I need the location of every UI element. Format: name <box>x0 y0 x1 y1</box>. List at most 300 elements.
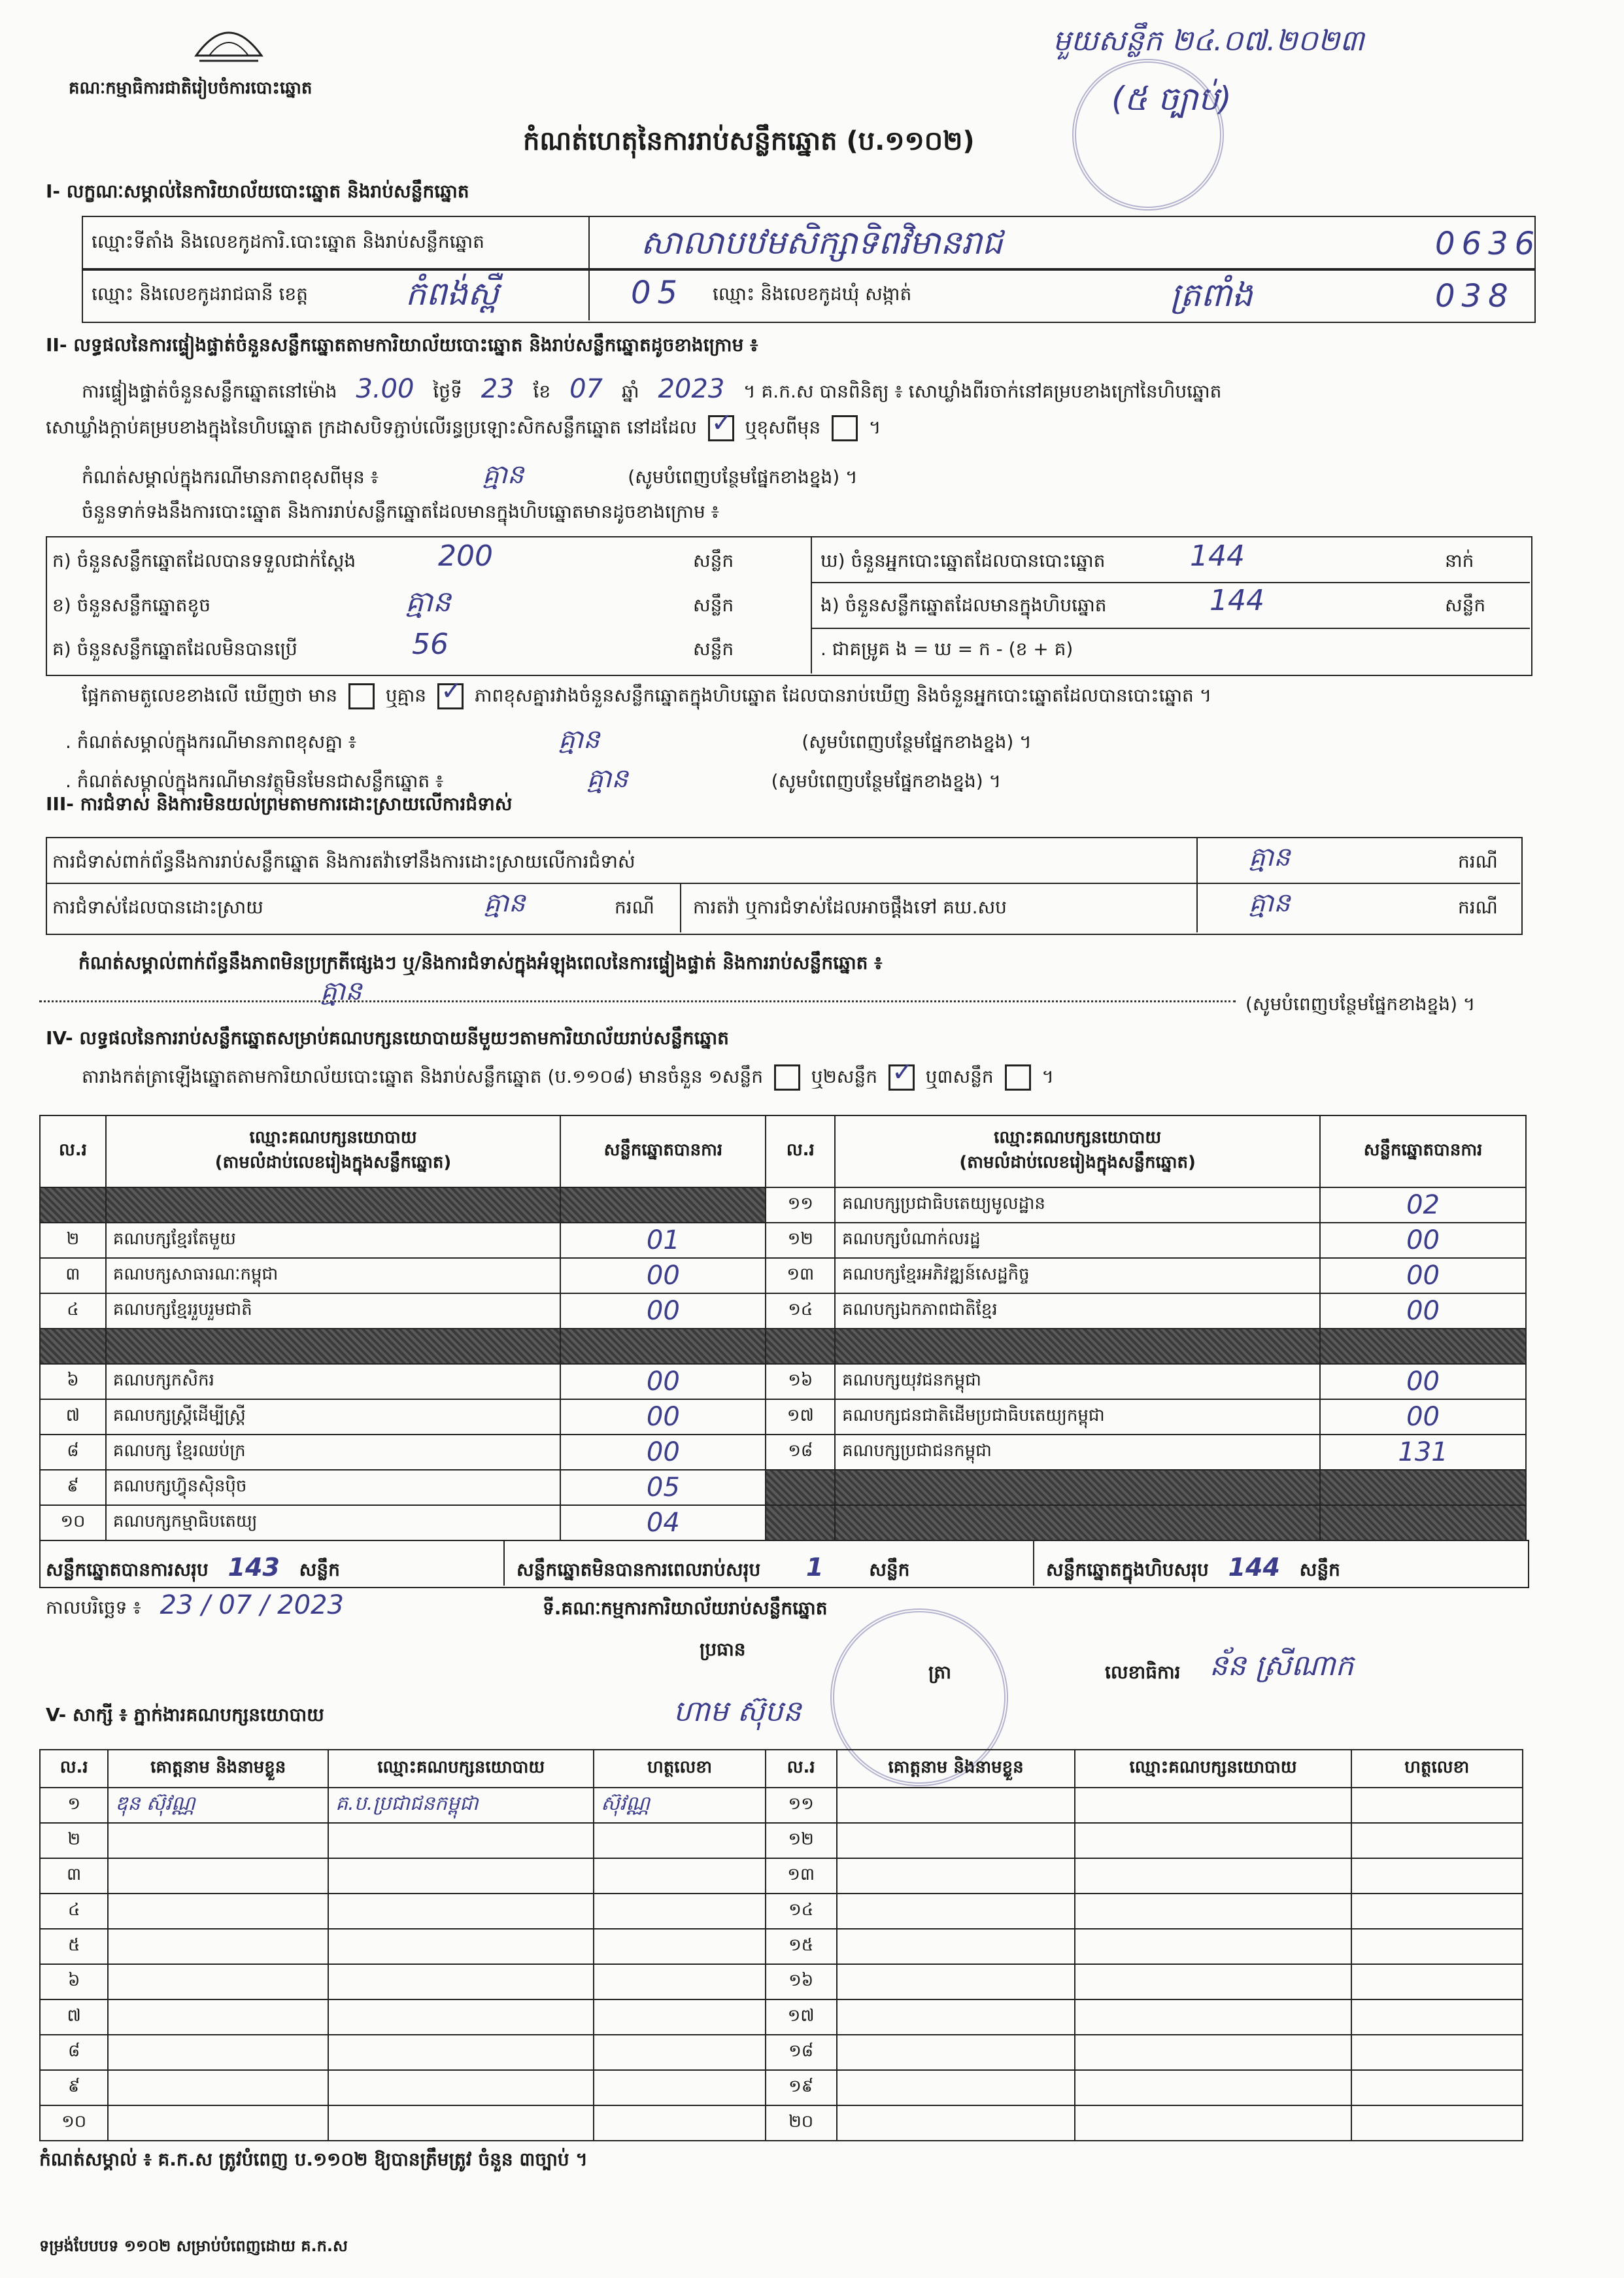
party-results-table <box>39 1115 1527 1541</box>
witness-col-name-left: គោត្តនាម និងនាមខ្លួន <box>108 1750 328 1788</box>
witness-signature <box>1351 1964 1523 1999</box>
unused-ballots-label: គ) ចំនួនសន្លឹកឆ្នោតដែលមិនបានប្រើ <box>52 638 297 660</box>
witness-row <box>40 1858 1523 1894</box>
total-in-box-unit: សន្លឹក <box>1299 1559 1340 1580</box>
section5-heading: V- សាក្សី ៖ ភ្នាក់ងារគណបក្សនយោបាយ <box>46 1704 324 1726</box>
party-name: គណបក្សខ្មែររួបរួមជាតិ <box>106 1293 560 1329</box>
party-votes <box>560 1329 766 1364</box>
section1-row2-code: 05 <box>631 275 685 311</box>
party-votes: 00 <box>560 1364 766 1399</box>
changed-label: ឬខុសពីមុន <box>745 416 821 438</box>
handwritten-copy-count: (៥ ច្បាប់) <box>1111 80 1232 118</box>
committee-name: គណៈកម្មាធិការជាតិរៀបចំការបោះឆ្នោត <box>69 78 313 98</box>
witness-row <box>40 1823 1523 1858</box>
section2-line3 <box>82 458 858 496</box>
party-votes <box>1320 1505 1526 1540</box>
party-name: គណបក្ស ខ្មែរឈប់ក្រ <box>106 1435 560 1470</box>
party-votes: 00 <box>1320 1364 1526 1399</box>
party-no <box>766 1470 835 1505</box>
tally-3-sheets-label: ឬ៣សន្លឹក <box>925 1066 994 1087</box>
totals-vline-2 <box>1033 1540 1034 1586</box>
party-no <box>40 1329 106 1364</box>
witness-party <box>328 1929 594 1964</box>
party-votes: 00 <box>1320 1258 1526 1293</box>
witness-row <box>40 1894 1523 1929</box>
witness-no: ២ <box>40 1823 108 1858</box>
witness-signature <box>1351 1788 1523 1823</box>
objection-appeal-unit: ករណី <box>1458 896 1498 918</box>
witness-signature <box>594 1858 765 1894</box>
total-invalid <box>516 1553 909 1585</box>
party-name <box>835 1505 1320 1540</box>
verify-lock-text: ។ គ.ក.ស បានពិនិត្យ ៖ សោឃ្លាំងពីរចាក់នៅគម្របខាងក្រៅនៃហិបឆ្នោត <box>743 381 1222 402</box>
section2-line2: សោឃ្លាំងក្ដាប់គម្របខាងក្នុងនៃហិបឆ្នោត ក្រដាសបិទភ្ជាប់លើរន្ធប្រឡោះសិកសន្លឹកឆ្នោត នៅដដែល ✓ ឬខុសពីមុន ។ <box>46 415 881 443</box>
witness-party <box>328 2105 594 2141</box>
verify-year-label: ឆ្នាំ <box>621 381 639 402</box>
party-row <box>40 1187 1526 1223</box>
witness-signature <box>594 2070 765 2105</box>
party-votes: 00 <box>1320 1293 1526 1329</box>
verify-time-label: ការផ្ទៀងផ្ទាត់ចំនួនសន្លឹកឆ្នោតនៅម៉ោង <box>82 381 337 402</box>
witness-name <box>837 1999 1075 2035</box>
witness-name <box>837 1823 1075 1858</box>
witness-col-party-right: ឈ្មោះគណបក្សនយោបាយ <box>1075 1750 1351 1788</box>
witness-signature <box>1351 2070 1523 2105</box>
party-name: គណបក្សកម្មាធិបតេយ្យ <box>106 1505 560 1540</box>
party-row <box>40 1293 1526 1329</box>
witness-name <box>837 1788 1075 1823</box>
total-valid <box>46 1553 340 1585</box>
total-valid-unit: សន្លឹក <box>299 1559 340 1580</box>
witness-party <box>328 1823 594 1858</box>
party-no: ៣ <box>40 1258 106 1293</box>
party-no <box>40 1187 106 1223</box>
witness-name <box>108 1858 328 1894</box>
counting-committee-label: ទី.គណៈកម្មការការិយាល័យរាប់សន្លឹកឆ្នោត <box>543 1597 828 1619</box>
col-party-right <box>835 1115 1320 1187</box>
tally-sheet-line: តារាងកត់ត្រាឡើងឆ្នោតតាមការិយាល័យបោះឆ្នោត និងរាប់សន្លឹកឆ្នោត (ប.១១០៨) មានចំនួន ១សន្លឹក ឬ២សន្លឹក ✓ ឬ៣សន្លឹក ។ <box>82 1064 1054 1092</box>
witness-col-no-left: ល.រ <box>40 1750 108 1788</box>
discrepancy-note-line <box>65 722 1032 761</box>
witness-party <box>1075 2105 1351 2141</box>
party-no: ៧ <box>40 1399 106 1435</box>
witness-no: ៧ <box>40 1999 108 2035</box>
spoiled-ballots-unit: សន្លឹក <box>693 594 734 616</box>
witness-party <box>328 1964 594 1999</box>
party-no: ១៤ <box>766 1293 835 1329</box>
party-no <box>766 1505 835 1540</box>
witness-signature <box>1351 2105 1523 2141</box>
party-no: ១២ <box>766 1223 835 1258</box>
objection-related-value: គ្មាន <box>1249 842 1291 872</box>
party-no: ២ <box>40 1223 106 1258</box>
tally-sheet-label: តារាងកត់ត្រាឡើងឆ្នោតតាមការិយាល័យបោះឆ្នោត និងរាប់សន្លឹកឆ្នោត (ប.១១០៨) មានចំនួន ១សន្លឹក <box>82 1066 763 1087</box>
party-name <box>835 1470 1320 1505</box>
col-votes-left: សន្លឹកឆ្នោតបានការ <box>560 1115 766 1187</box>
party-name: គណបក្សបំណាក់លរដ្ឋ <box>835 1223 1320 1258</box>
emblem-logo <box>190 16 268 65</box>
total-in-box <box>1046 1553 1340 1585</box>
witness-body <box>40 1788 1523 2141</box>
party-row <box>40 1505 1526 1540</box>
witness-signature <box>594 1964 765 1999</box>
seal-intact-text: សោឃ្លាំងក្ដាប់គម្របខាងក្នុងនៃហិបឆ្នោត ក្រដាសបិទភ្ជាប់លើរន្ធប្រឡោះសិកសន្លឹកឆ្នោត នៅដដែល <box>46 416 697 438</box>
witness-party <box>1075 1823 1351 1858</box>
witness-signature <box>1351 1823 1523 1858</box>
witness-name <box>837 2070 1075 2105</box>
witness-name <box>837 1858 1075 1894</box>
total-in-box-value: 144 <box>1228 1553 1280 1582</box>
witness-col-sign-right: ហត្ថលេខា <box>1351 1750 1523 1788</box>
changed-checkbox[interactable] <box>832 415 858 441</box>
objection-resolved-unit: ករណី <box>615 896 654 918</box>
verify-day-value: 23 <box>481 374 515 404</box>
party-votes: 00 <box>1320 1399 1526 1435</box>
witness-party <box>1075 1858 1351 1894</box>
section4-heading: IV- លទ្ធផលនៃការរាប់សន្លឹកឆ្នោតសម្រាប់គណបក្សនយោបាយនីមួយៗតាមការិយាល័យរាប់សន្លឹកឆ្នោត <box>46 1027 729 1049</box>
objection-resolved-value: គ្មាន <box>484 888 526 918</box>
party-no: ១៦ <box>766 1364 835 1399</box>
witness-no: ១២ <box>766 1823 837 1858</box>
witness-name: ឌុន ស៊ុវណ្ណ <box>108 1788 328 1823</box>
col-party-right-sub: (តាមលំដាប់លេខរៀងក្នុងសន្លឹកឆ្នោត) <box>959 1153 1196 1172</box>
objection-hline <box>46 883 1520 884</box>
section1-row2-label-b: ឈ្មោះ និងលេខកូដឃុំ សង្កាត់ <box>713 283 912 305</box>
total-invalid-value: 1 <box>806 1553 824 1582</box>
party-no: ១៧ <box>766 1399 835 1435</box>
witness-name <box>108 2035 328 2070</box>
witness-row <box>40 2105 1523 2141</box>
objection-vline-2 <box>680 883 681 932</box>
witness-name <box>837 2105 1075 2141</box>
party-no: ១១ <box>766 1187 835 1223</box>
tally-2-sheets-checkbox[interactable]: ✓ <box>888 1064 915 1091</box>
balance-formula: . ជាគម្រូគ ង = ឃ = ក - (ខ + គ) <box>820 638 1074 660</box>
col-party-left <box>106 1115 560 1187</box>
party-row <box>40 1435 1526 1470</box>
party-no: ៦ <box>40 1364 106 1399</box>
verify-time-value: 3.00 <box>356 374 414 404</box>
witness-name <box>837 1964 1075 1999</box>
witness-no: ១៩ <box>766 2070 837 2105</box>
col-party-left-sub: (តាមលំដាប់លេខរៀងក្នុងសន្លឹកឆ្នោត) <box>214 1153 452 1172</box>
party-votes <box>560 1187 766 1223</box>
objection-appeal-label: ការតវ៉ា ឬការជំទាស់ដែលអាចផ្ដឹងទៅ គឃ.សប <box>693 896 1007 918</box>
voters-value: 144 <box>1190 539 1245 573</box>
unused-ballots-unit: សន្លឹក <box>693 638 734 660</box>
witness-signature <box>594 2035 765 2070</box>
section1-row2-value-b: ត្រពាំង <box>1170 276 1253 314</box>
party-no: ១៣ <box>766 1258 835 1293</box>
tally-3-sheets-checkbox[interactable] <box>1005 1064 1031 1091</box>
witness-party <box>328 1894 594 1929</box>
party-votes: 01 <box>560 1223 766 1258</box>
discrepancy-note-hint: (សូមបំពេញបន្ថែមផ្នែកខាងខ្នង) ។ <box>802 731 1032 753</box>
witness-signature <box>594 1823 765 1858</box>
witness-no: ១៣ <box>766 1858 837 1894</box>
total-valid-value: 143 <box>228 1553 280 1582</box>
section2-heading: II- លទ្ធផលនៃការផ្ទៀងផ្ទាត់ចំនួនសន្លឹកឆ្នោតតាមការិយាល័យបោះឆ្នោត និងរាប់សន្លឹកឆ្នោតដូចខាងក្រោម ៖ <box>46 334 758 356</box>
witness-signature <box>1351 1929 1523 1964</box>
secretary-name: ន័ន ស្រីណាក <box>1210 1649 1354 1682</box>
foreign-object-hint: (សូមបំពេញបន្ថែមផ្នែកខាងខ្នង) ។ <box>771 770 1002 792</box>
page-title: កំណត់ហេតុនៃការរាប់សន្លឹកឆ្នោត (ប.១១០២) <box>523 126 975 156</box>
section2-line1 <box>82 374 1221 407</box>
witness-no: ៤ <box>40 1894 108 1929</box>
party-votes: 00 <box>560 1293 766 1329</box>
section1-row1-code: 0636 <box>1435 226 1542 262</box>
witness-party <box>1075 1964 1351 1999</box>
totals-vline-1 <box>503 1540 505 1586</box>
party-name: គណបក្សខ្មែរតែមួយ <box>106 1223 560 1258</box>
irregularity-note-label: កំណត់សម្គាល់ពាក់ព័ន្ធនឹងភាពមិនប្រក្រតីផ្សេងៗ ឬ/និងការជំទាស់ក្នុងអំឡុងពេលនៃការផ្ទៀងផ្ទាត់ និងការរាប់សន្លឹកឆ្នោត ៖ <box>78 952 883 974</box>
party-votes: 04 <box>560 1505 766 1540</box>
witness-signature <box>1351 1858 1523 1894</box>
chair-label: ប្រធាន <box>700 1639 746 1660</box>
party-row <box>40 1223 1526 1258</box>
party-votes: 02 <box>1320 1187 1526 1223</box>
party-votes: 00 <box>1320 1223 1526 1258</box>
witness-party <box>328 1858 594 1894</box>
discrepancy-has-label: ផ្អែកតាមតួលេខខាងលើ ឃើញថា មាន <box>82 685 338 706</box>
witness-row <box>40 2070 1523 2105</box>
witness-signature <box>594 2105 765 2141</box>
party-name: គណបក្សស្ត្រីដើម្បីស្ត្រី <box>106 1399 560 1435</box>
party-votes: 05 <box>560 1470 766 1505</box>
tally-2-sheets-label: ឬ២សន្លឹក <box>811 1066 877 1087</box>
witness-col-sign-left: ហត្ថលេខា <box>594 1750 765 1788</box>
difference-note-value: គ្មាន <box>482 460 524 490</box>
witness-no: ៨ <box>40 2035 108 2070</box>
party-no <box>766 1329 835 1364</box>
handwritten-top-note: មួយសន្លឹក ២៤.០៧.២០២៣ <box>1053 24 1364 58</box>
total-invalid-label: សន្លឹកឆ្នោតមិនបានការពេលរាប់សរុប <box>516 1559 761 1580</box>
discrepancy-note-value: គ្មាន <box>558 724 600 755</box>
ballots-in-box-label: ង) ចំនួនសន្លឹកឆ្នោតដែលមានក្នុងហិបឆ្នោត <box>820 594 1107 616</box>
witness-name <box>837 2035 1075 2070</box>
discrepancy-no-checkbox[interactable]: ✓ <box>437 683 464 709</box>
party-name <box>106 1329 560 1364</box>
witness-signature <box>1351 2035 1523 2070</box>
witness-col-no-right: ល.រ <box>766 1750 837 1788</box>
party-name: គណបក្សប្រជាជនកម្ពុជា <box>835 1435 1320 1470</box>
verify-day-label: ថ្ងៃទី <box>433 381 462 402</box>
witness-name <box>108 1894 328 1929</box>
ballot-counts-hline-1 <box>811 582 1530 583</box>
objection-related-label: ការជំទាស់ពាក់ព័ន្ធនឹងការរាប់សន្លឹកឆ្នោត និងការតវ៉ាទៅនឹងការដោះស្រាយលើការជំទាស់ <box>52 851 635 872</box>
witness-no: ១ <box>40 1788 108 1823</box>
received-ballots-value: 200 <box>438 539 493 573</box>
total-valid-label: សន្លឹកឆ្នោតបានការសរុប <box>46 1559 209 1580</box>
difference-note-label: កំណត់សម្គាល់ក្នុងករណីមានភាពខុសពីមុន ៖ <box>82 466 379 488</box>
witness-no: ៥ <box>40 1929 108 1964</box>
witness-party <box>328 1999 594 2035</box>
official-seal-top <box>1072 59 1224 211</box>
section1-row2-code-b: 038 <box>1435 278 1515 314</box>
col-votes-right: សន្លឹកឆ្នោតបានការ <box>1320 1115 1526 1187</box>
spoiled-ballots-label: ខ) ចំនួនសន្លឹកឆ្នោតខូច <box>52 594 211 616</box>
witness-name <box>108 1929 328 1964</box>
discrepancy-yes-checkbox[interactable] <box>348 683 375 709</box>
witness-row <box>40 1788 1523 1823</box>
witness-name <box>108 2070 328 2105</box>
objection-related-unit: ករណី <box>1458 851 1498 872</box>
irregularity-note-hint: (សូមបំពេញបន្ថែមផ្នែកខាងខ្នង) ។ <box>1245 993 1476 1015</box>
witness-signature <box>594 1894 765 1929</box>
section2-line4: ចំនួនទាក់ទងនឹងការបោះឆ្នោត និងការរាប់សន្លឹកឆ្នោតដែលមានក្នុងហិបឆ្នោតមានដូចខាងក្រោម ៖ <box>82 501 719 522</box>
witness-row <box>40 1999 1523 2035</box>
verify-year-value: 2023 <box>658 374 725 404</box>
witness-signature <box>1351 1999 1523 2035</box>
witness-no: ១៧ <box>766 1999 837 2035</box>
section1-row2-label: ឈ្មោះ និងលេខកូដរាជធានី ខេត្ត <box>92 283 308 305</box>
witness-party <box>1075 1788 1351 1823</box>
witness-name <box>108 1964 328 1999</box>
irregularity-dotted-line <box>39 1000 1236 1002</box>
party-name: គណបក្សយុវជនកម្ពុជា <box>835 1364 1320 1399</box>
received-ballots-label: ក) ចំនួនសន្លឹកឆ្នោតដែលបានទទួលជាក់ស្ដែង <box>52 550 356 571</box>
party-name: គណបក្សប្រជាធិបតេយ្យមូលដ្ឋាន <box>835 1187 1320 1223</box>
ballots-in-box-unit: សន្លឹក <box>1445 594 1486 616</box>
col-no-left: ល.រ <box>40 1115 106 1187</box>
ballots-in-box-value: 144 <box>1210 584 1264 617</box>
witness-no: ១៤ <box>766 1894 837 1929</box>
objection-resolved-label: ការជំទាស់ដែលបានដោះស្រាយ <box>52 896 263 918</box>
spoiled-ballots-value: គ្មាន <box>405 585 451 619</box>
witness-signature <box>594 1929 765 1964</box>
party-votes: 131 <box>1320 1435 1526 1470</box>
irregularity-note-value: គ្មាន <box>320 976 362 1006</box>
witness-party <box>328 2070 594 2105</box>
witness-row <box>40 1964 1523 1999</box>
party-name <box>106 1187 560 1223</box>
received-ballots-unit: សន្លឹក <box>693 550 734 571</box>
party-name: គណបក្សខ្មែរអភិវឌ្ឍន៍សេដ្ឋកិច្ច <box>835 1258 1320 1293</box>
section1-heading: I- លក្ខណៈសម្គាល់នៃការិយាល័យបោះឆ្នោត និងរាប់សន្លឹកឆ្នោត <box>46 180 469 202</box>
report-date-value: 23 / 07 / 2023 <box>160 1590 344 1620</box>
party-votes: 00 <box>560 1399 766 1435</box>
party-name: គណបក្សជនជាតិដើមប្រជាធិបតេយ្យកម្ពុជា <box>835 1399 1320 1435</box>
witness-party <box>1075 2070 1351 2105</box>
witness-row <box>40 1929 1523 1964</box>
party-votes <box>1320 1470 1526 1505</box>
witness-party <box>1075 2035 1351 2070</box>
witness-name <box>837 1894 1075 1929</box>
party-results-body <box>40 1187 1526 1540</box>
witness-party <box>1075 1999 1351 2035</box>
col-party-left-title: ឈ្មោះគណបក្សនយោបាយ <box>249 1128 417 1148</box>
section3-heading: III- ការជំទាស់ និងការមិនយល់ព្រមតាមការដោះស្រាយលើការជំទាស់ <box>46 793 513 815</box>
party-votes <box>1320 1329 1526 1364</box>
voters-unit: នាក់ <box>1445 550 1474 571</box>
witness-no: ២០ <box>766 2105 837 2141</box>
col-no-right: ល.រ <box>766 1115 835 1187</box>
witness-col-party-left: ឈ្មោះគណបក្សនយោបាយ <box>328 1750 594 1788</box>
party-name: គណបក្សសាធារណៈកម្ពុជា <box>106 1258 560 1293</box>
verify-month-value: 07 <box>569 374 603 404</box>
witness-no: ១៥ <box>766 1929 837 1964</box>
section1-row2-value: កំពង់ស្ពឺ <box>405 275 499 313</box>
witness-no: ៩ <box>40 2070 108 2105</box>
witness-name <box>108 1823 328 1858</box>
party-row <box>40 1329 1526 1364</box>
secretary-label: លេខាធិការ <box>1105 1661 1181 1683</box>
ballot-counts-divider <box>811 536 812 673</box>
witness-no: ១១ <box>766 1788 837 1823</box>
witness-name <box>837 1929 1075 1964</box>
member-label: ត្រា <box>928 1661 951 1683</box>
party-no: ៤ <box>40 1293 106 1329</box>
witness-signature: ស៊ុវណ្ណ <box>594 1788 765 1823</box>
difference-note-hint: (សូមបំពេញបន្ថែមផ្នែកខាងខ្នង) ។ <box>628 466 858 488</box>
witness-no: ១៨ <box>766 2035 837 2070</box>
report-date-label: កាលបរិច្ឆេទ ៖ <box>46 1597 141 1618</box>
section1-row1-value: សាលាបឋមសិក្សាទិពវិមានរាជ <box>641 224 1003 262</box>
party-votes: 00 <box>560 1435 766 1470</box>
footer-form-label: ទម្រង់បែបបទ ១១០២ សម្រាប់បំពេញដោយ គ.ក.ស <box>39 2237 348 2255</box>
chair-name: ហាម ស៊ុបន <box>673 1695 802 1728</box>
discrepancy-line <box>82 676 1212 711</box>
party-no: ១៨ <box>766 1435 835 1470</box>
witness-no: ១០ <box>40 2105 108 2141</box>
foreign-object-value: គ្មាន <box>586 764 628 794</box>
col-party-right-title: ឈ្មោះគណបក្សនយោបាយ <box>994 1128 1162 1148</box>
tally-1-sheet-checkbox[interactable] <box>774 1064 800 1091</box>
witness-party <box>1075 1894 1351 1929</box>
party-no: ៨ <box>40 1435 106 1470</box>
objection-vline-1 <box>1196 837 1198 932</box>
foreign-object-label: . កំណត់សម្គាល់ក្នុងករណីមានវត្ថុមិនមែនជាសន្លឹកឆ្នោត ៖ <box>65 770 444 792</box>
witness-no: ៦ <box>40 1964 108 1999</box>
party-no: ១០ <box>40 1505 106 1540</box>
witness-name <box>108 2105 328 2141</box>
party-row <box>40 1470 1526 1505</box>
ballot-counts-hline-2 <box>811 628 1530 629</box>
unused-ballots-value: 56 <box>412 628 448 661</box>
discrepancy-text: ភាពខុសគ្នារវាងចំនួនសន្លឹកឆ្នោតក្នុងហិបឆ្នោត ដែលបានរាប់ឃើញ និងចំនួនអ្នកបោះឆ្នោតដែលបានបោះឆ្នោត ។ <box>474 685 1212 706</box>
witness-row <box>40 2035 1523 2070</box>
witness-name <box>108 1999 328 2035</box>
discrepancy-none-label: ឬគ្មាន <box>385 685 427 706</box>
party-name: គណបក្សហ៊្វុនស៊ិនប៉ិច <box>106 1470 560 1505</box>
party-name: គណបក្សកសិករ <box>106 1364 560 1399</box>
witness-col-name-right: គោត្តនាម និងនាមខ្លួន <box>837 1750 1075 1788</box>
witness-signature <box>1351 1894 1523 1929</box>
voters-label: ឃ) ចំនួនអ្នកបោះឆ្នោតដែលបានបោះឆ្នោត <box>820 550 1106 571</box>
witness-party <box>1075 1929 1351 1964</box>
party-name <box>835 1329 1320 1364</box>
witness-signature <box>594 1999 765 2035</box>
witness-table <box>39 1749 1523 2141</box>
party-no: ៩ <box>40 1470 106 1505</box>
objection-appeal-value: គ្មាន <box>1249 888 1291 918</box>
party-name: គណបក្សឯកភាពជាតិខ្មែរ <box>835 1293 1320 1329</box>
party-row <box>40 1399 1526 1435</box>
witness-party <box>328 2035 594 2070</box>
report-date <box>46 1590 344 1623</box>
intact-checkbox[interactable]: ✓ <box>708 415 734 441</box>
footer-note: កំណត់សម្គាល់ ៖ គ.ក.ស ត្រូវបំពេញ ប.១១០២ ឱ្យបានត្រឹមត្រូវ ចំនួន ៣ច្បាប់ ។ <box>39 2149 588 2170</box>
verify-month-label: ខែ <box>533 381 551 402</box>
witness-party: គ.ប.ប្រជាជនកម្ពុជា <box>328 1788 594 1823</box>
witness-no: ៣ <box>40 1858 108 1894</box>
witness-no: ១៦ <box>766 1964 837 1999</box>
party-row <box>40 1258 1526 1293</box>
party-row <box>40 1364 1526 1399</box>
total-in-box-label: សន្លឹកឆ្នោតក្នុងហិបសរុប <box>1046 1559 1209 1580</box>
discrepancy-note-label: . កំណត់សម្គាល់ក្នុងករណីមានភាពខុសគ្នា ៖ <box>65 731 357 753</box>
party-votes: 00 <box>560 1258 766 1293</box>
